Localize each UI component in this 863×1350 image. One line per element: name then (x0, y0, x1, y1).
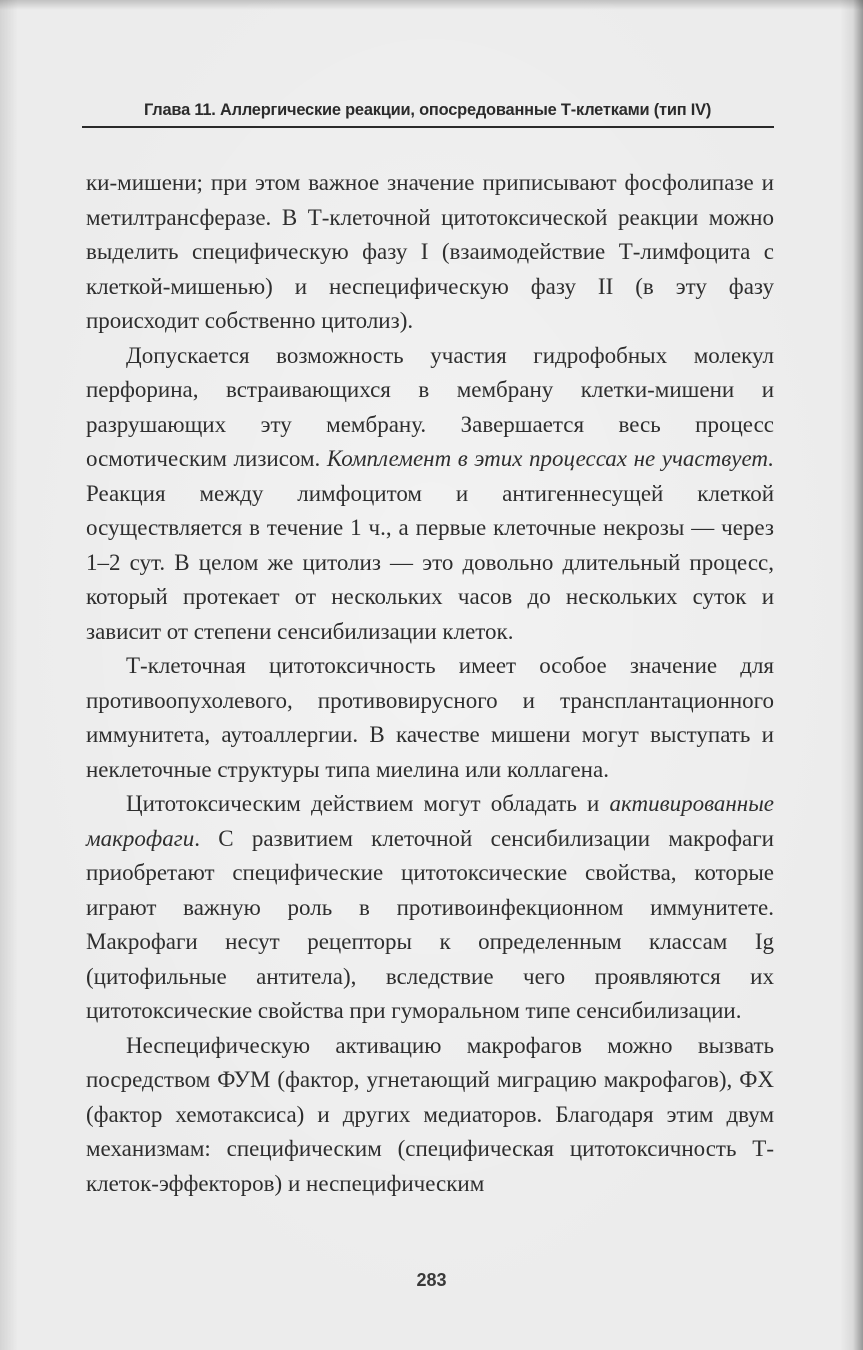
running-header (82, 98, 774, 128)
paragraph-1 (86, 166, 774, 339)
italic-emphasis: активированные макрофаги (86, 791, 774, 851)
paragraph-text: Реакция между лимфоцитом и антигеннесущей клеткой осуществляется в течение 1 ч., а первые клеточные некрозы — через 1–2 сут. В целом же цитолиз — это довольно длительный процесс, который протекает от нескольких часов до нескольких суток и зависит от степени сенсибилизации клеток. (86, 480, 774, 644)
paragraph-text: Допускается возможность участия гидрофобных молекул перфорина, встраивающихся в мембрану клетки-мишени и разрушающих эту мембрану. Завершается весь процесс осмотическим лизисом. (86, 342, 774, 471)
running-header-title: Глава 11. Аллергические реакции, опосредованные Т-клетками (тип IV) (144, 101, 712, 119)
paragraph-5 (86, 1029, 774, 1202)
page-top-shadow (0, 0, 863, 10)
italic-emphasis: Комплемент в этих процессах не участвует. (326, 446, 774, 471)
paragraph-3 (86, 649, 774, 787)
page-right-shadow (853, 0, 863, 1350)
paragraph-text: Цитотоксическим действием могут обладать и (126, 791, 610, 816)
paragraph-2 (86, 339, 774, 650)
paragraph-text: Неспецифическую активацию макрофагов можно вызвать посредством ФУМ (фактор, угнетающий миграцию макрофагов), ФХ (фактор хемотаксиса) и других медиаторов. Благодаря этим двум механизмам: специфическим (специфическая цитотоксичность Т-клеток-эффекторов) и неспецифическим (86, 1032, 774, 1196)
body-text (86, 166, 774, 1201)
paragraph-text: ки-мишени; при этом важное значение приписывают фосфолипазе и метилтрансферазе. В Т-клеточной цитотоксической реакции можно выделить специфическую фазу I (взаимодействие Т-лимфоцита с клеткой-мишенью) и неспецифическую фазу II (в эту фазу происходит собственно цитолиз). (86, 170, 774, 333)
paragraph-text: Т-клеточная цитотоксичность имеет особое значение для противоопухолевого, противовирусного и трансплантационного иммунитета, аутоаллергии. В качестве мишени могут выступать и неклеточные структуры типа миелина или коллагена. (86, 653, 774, 782)
paragraph-4 (86, 787, 774, 1029)
page-number: 283 (416, 1270, 447, 1290)
paragraph-text: . С развитием клеточной сенсибилизации макрофаги приобретают специфические цитотоксические свойства, которые играют важную роль в противоинфекционном иммунитете. Макрофаги несут рецепторы к определенным классам Ig (цитофильные антитела), вследствие чего проявляются их цитотоксические свойства при гуморальном типе сенсибилизации. (86, 825, 774, 1023)
